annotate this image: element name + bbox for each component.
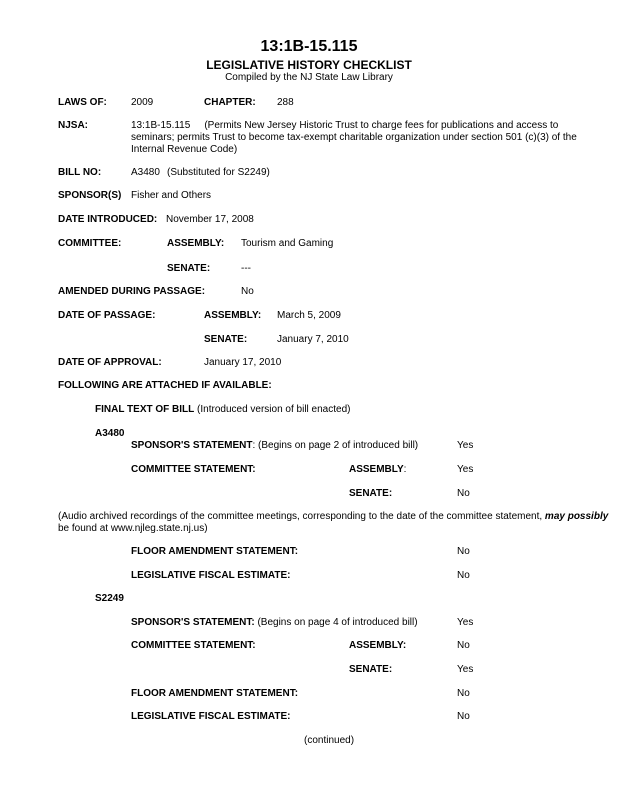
date-of-approval-label: DATE OF APPROVAL:: [58, 357, 162, 368]
a3480-senate-value: No: [457, 488, 470, 499]
date-of-passage-label: DATE OF PASSAGE:: [58, 310, 156, 321]
s2249-assembly-label: ASSEMBLY:: [349, 640, 407, 651]
njsa-value: 13:1B-15.115: [131, 120, 191, 131]
a3480-label: A3480: [95, 428, 125, 439]
compiled-by: Compiled by the NJ State Law Library: [225, 72, 393, 83]
committee-senate-label: SENATE:: [167, 263, 211, 274]
s2249-floor-amendment-value: No: [457, 688, 470, 699]
s2249-fiscal-estimate-value: No: [457, 711, 470, 722]
s2249-senate-label: SENATE:: [349, 664, 393, 675]
s2249-sponsor-statement-label: SPONSOR'S STATEMENT:: [131, 617, 255, 628]
a3480-assembly-value: Yes: [457, 464, 474, 475]
a3480-senate-label: SENATE:: [349, 488, 393, 499]
s2249-sponsor-statement-value: Yes: [457, 617, 474, 628]
committee-assembly-value: Tourism and Gaming: [241, 238, 334, 249]
a3480-sponsor-statement: [131, 440, 418, 452]
s2249-floor-amendment-label: FLOOR AMENDMENT STATEMENT:: [131, 688, 299, 699]
s2249-assembly-value: No: [457, 640, 470, 651]
sponsors-label: SPONSOR(S): [58, 190, 122, 201]
audio-note-emphasis: may possibly: [544, 511, 609, 522]
a3480-assembly-label: ASSEMBLY: [349, 464, 404, 475]
passage-senate-label: SENATE:: [204, 334, 248, 345]
chapter-label: CHAPTER:: [204, 97, 256, 108]
a3480-fiscal-estimate-label: LEGISLATIVE FISCAL ESTIMATE:: [131, 570, 291, 581]
a3480-assembly-colon: :: [403, 464, 407, 475]
a3480-sponsor-statement-note: : (Begins on page 2 of introduced bill): [252, 440, 419, 451]
bill-no-note: (Substituted for S2249): [167, 167, 270, 178]
final-text-line: [95, 404, 350, 416]
amended-label: AMENDED DURING PASSAGE:: [58, 286, 206, 297]
final-text-label: FINAL TEXT OF BILL: [95, 404, 195, 415]
laws-of-label: LAWS OF:: [58, 97, 107, 108]
document-subtitle: LEGISLATIVE HISTORY CHECKLIST: [206, 58, 412, 72]
s2249-sponsor-statement: [131, 617, 418, 629]
continued-note: (continued): [304, 735, 355, 746]
bill-no-value: A3480: [131, 167, 160, 178]
s2249-senate-value: Yes: [457, 664, 474, 675]
njsa-entry: [131, 120, 601, 156]
a3480-assembly: [349, 464, 406, 476]
sponsors-value: Fisher and Others: [131, 190, 212, 201]
s2249-sponsor-statement-note: (Begins on page 4 of introduced bill): [254, 617, 418, 628]
a3480-fiscal-estimate-value: No: [457, 570, 470, 581]
committee-senate-value: ---: [241, 263, 251, 274]
date-of-approval-value: January 17, 2010: [204, 357, 282, 368]
date-introduced-label: DATE INTRODUCED:: [58, 214, 158, 225]
laws-of-value: 2009: [131, 97, 154, 108]
njsa-label: NJSA:: [58, 120, 89, 131]
passage-assembly-value: March 5, 2009: [277, 310, 341, 321]
s2249-fiscal-estimate-label: LEGISLATIVE FISCAL ESTIMATE:: [131, 711, 291, 722]
njsa-description: (Permits New Jersey Historic Trust to charge fees for publications and access to seminars; permits Trust to become tax-exempt charitable organization under section 501 (c)(3) of the Internal Revenue Code): [131, 120, 577, 155]
committee-assembly-label: ASSEMBLY:: [167, 238, 225, 249]
passage-senate-value: January 7, 2010: [277, 334, 349, 345]
a3480-sponsor-statement-value: Yes: [457, 440, 474, 451]
amended-value: No: [241, 286, 254, 297]
committee-label: COMMITTEE:: [58, 238, 122, 249]
document-title: 13:1B-15.115: [260, 38, 358, 55]
s2249-label: S2249: [95, 593, 124, 604]
date-introduced-value: November 17, 2008: [166, 214, 254, 225]
s2249-committee-statement-label: COMMITTEE STATEMENT:: [131, 640, 256, 651]
a3480-committee-statement-label: COMMITTEE STATEMENT:: [131, 464, 256, 475]
bill-no-label: BILL NO:: [58, 167, 102, 178]
passage-assembly-label: ASSEMBLY:: [204, 310, 262, 321]
audio-note-line2: be found at www.njleg.state.nj.us): [58, 523, 208, 534]
a3480-sponsor-statement-label: SPONSOR'S STATEMENT: [131, 440, 253, 451]
final-text-note: (Introduced version of bill enacted): [197, 404, 351, 415]
attached-heading: FOLLOWING ARE ATTACHED IF AVAILABLE:: [58, 380, 272, 391]
a3480-floor-amendment-value: No: [457, 546, 470, 557]
audio-note-text: (Audio archived recordings of the committee meetings, corresponding to the date of the committee statement,: [58, 511, 543, 522]
audio-note-line1: [58, 511, 608, 523]
a3480-floor-amendment-label: FLOOR AMENDMENT STATEMENT:: [131, 546, 299, 557]
chapter-value: 288: [277, 97, 294, 108]
